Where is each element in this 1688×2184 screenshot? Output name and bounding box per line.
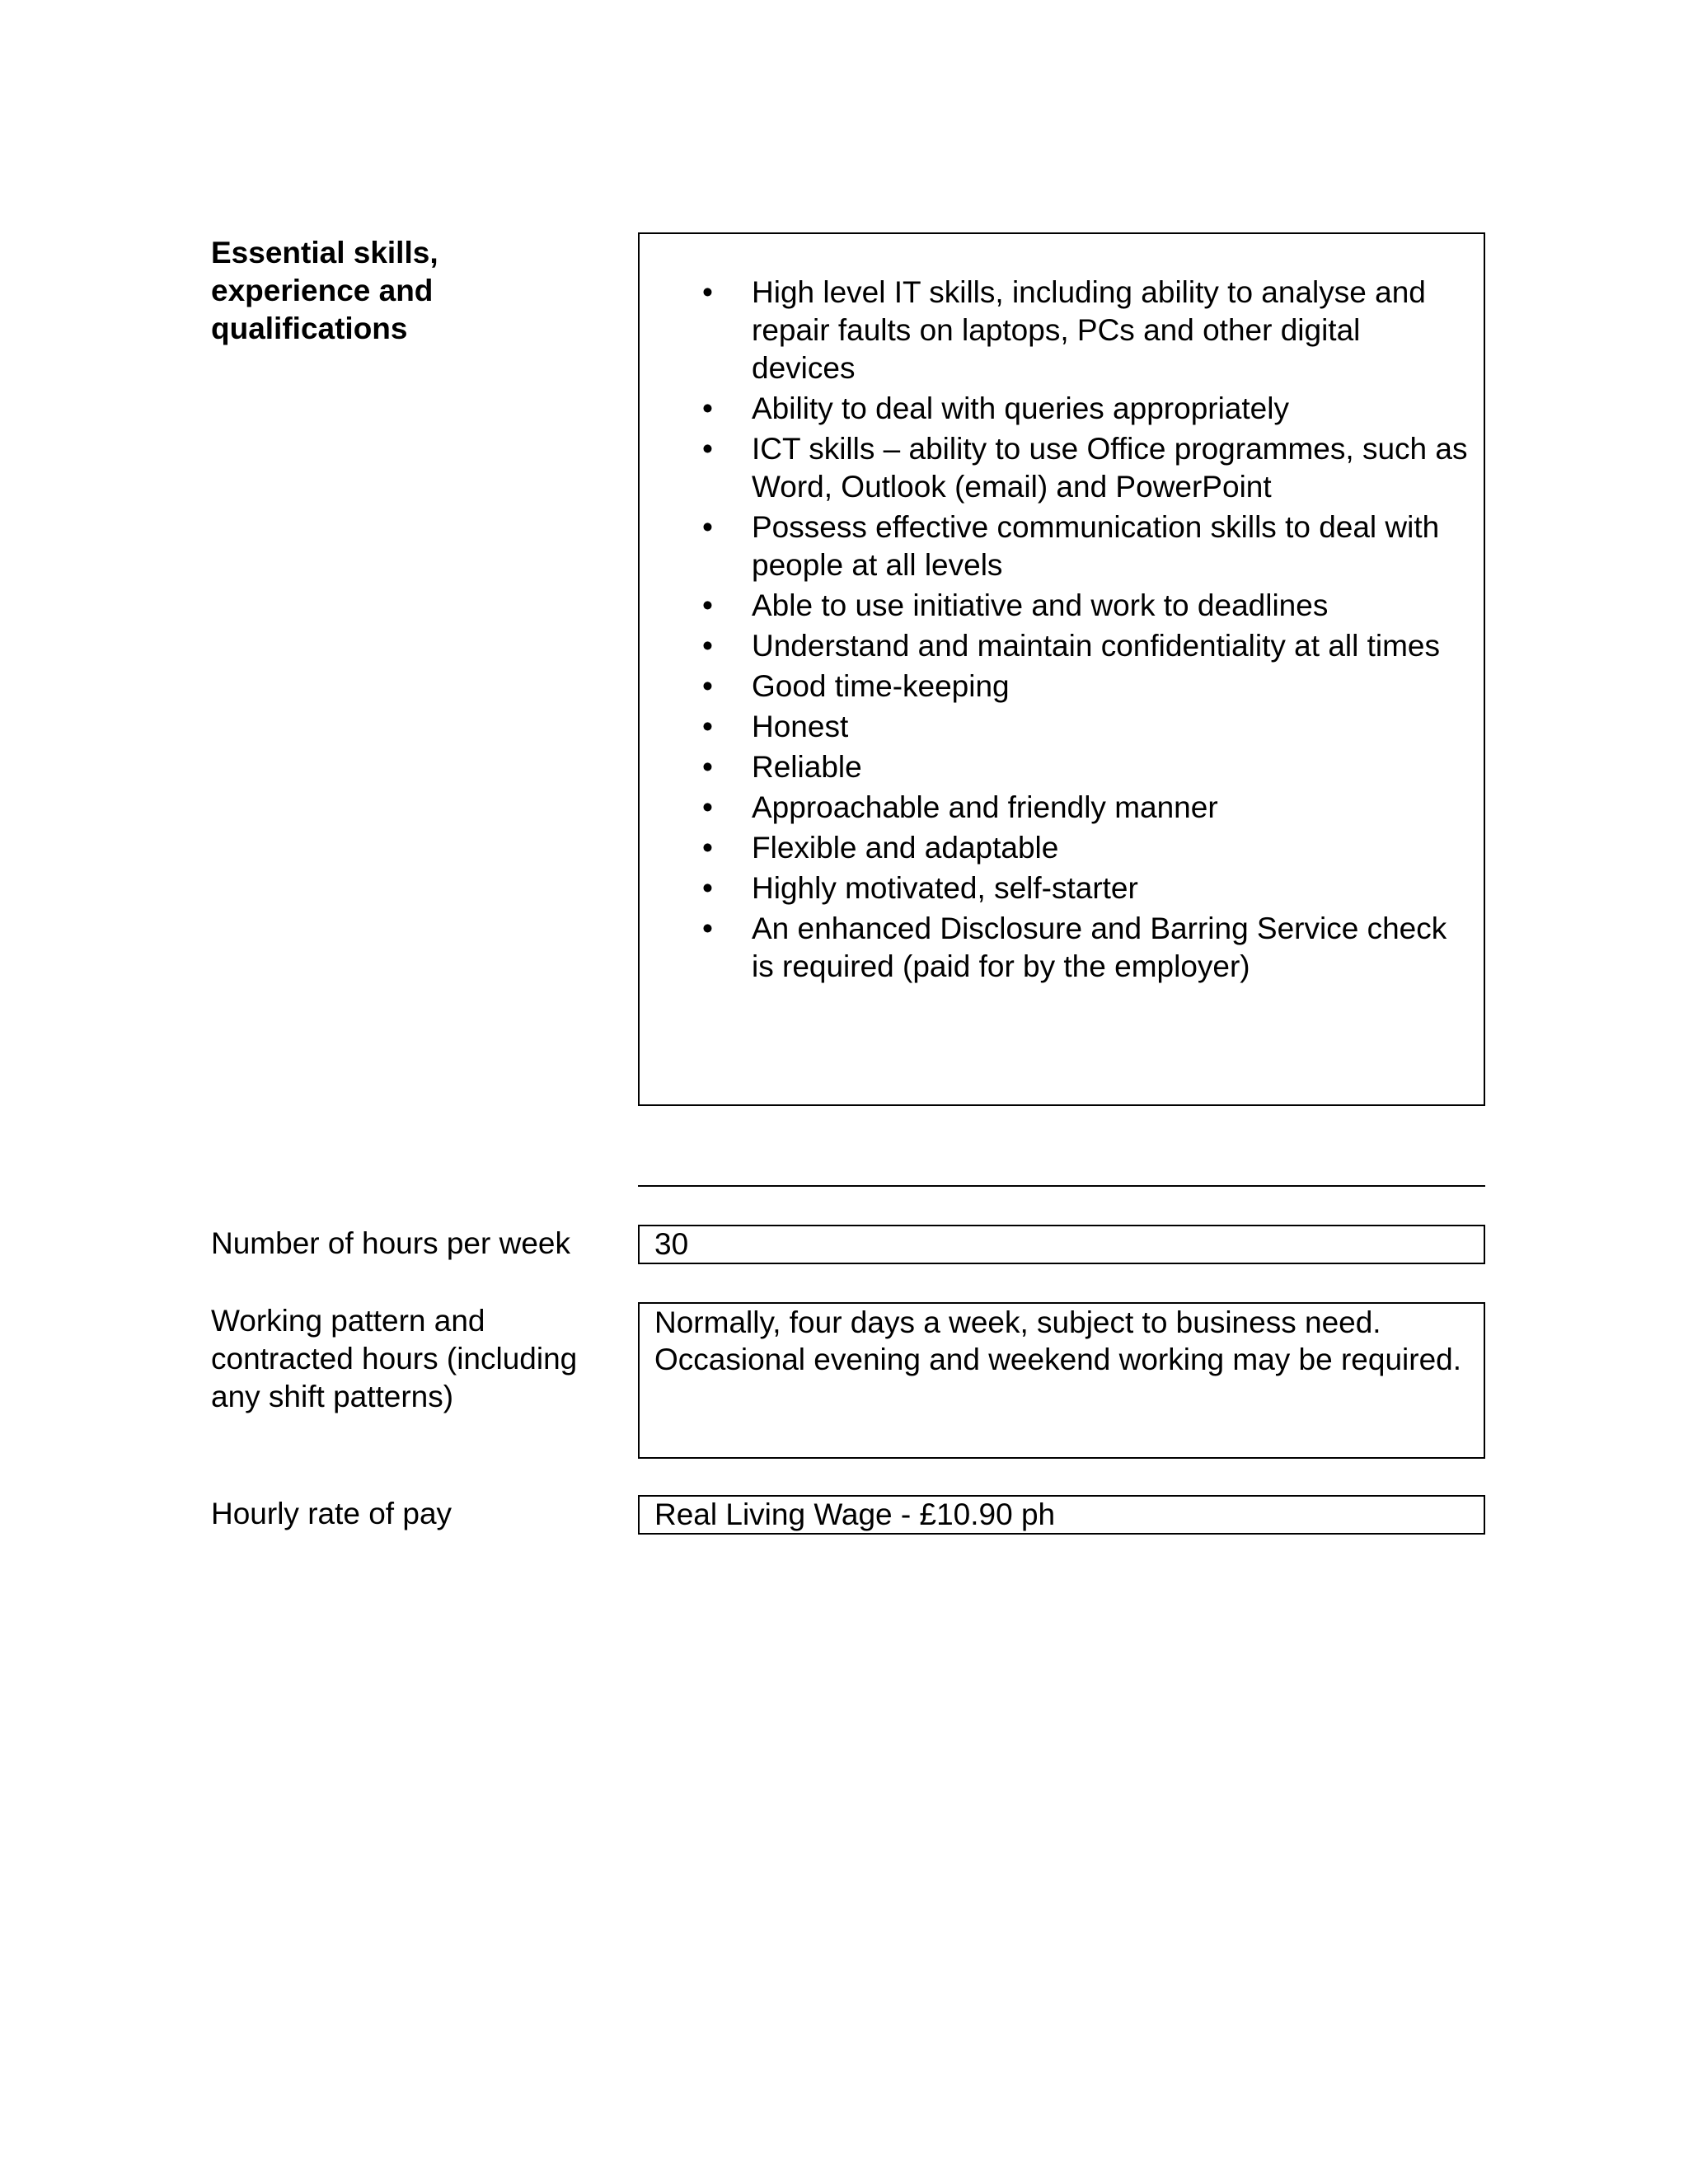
skill-item-text: Good time-keeping (752, 669, 1010, 703)
skill-item (640, 430, 1484, 506)
pay-value: Real Living Wage - £10.90 ph (654, 1497, 1056, 1531)
skill-item-text: Reliable (752, 750, 862, 784)
skills-section-label (211, 234, 508, 348)
hours-label: Number of hours per week (211, 1226, 570, 1260)
pay-label: Hourly rate of pay (211, 1497, 452, 1530)
skill-item (640, 627, 1484, 665)
skill-item (640, 829, 1484, 867)
skill-item (640, 509, 1484, 584)
bullet-icon: • (702, 588, 713, 622)
skills-box (638, 232, 1485, 1106)
working-pattern-label-line-1: Working pattern and (211, 1304, 485, 1338)
skills-label-line-2: experience and (211, 274, 434, 307)
bullet-icon: • (702, 750, 713, 784)
working-pattern-field (638, 1302, 1485, 1459)
hours-value: 30 (654, 1227, 689, 1261)
bullet-icon: • (702, 831, 713, 865)
bullet-icon: • (702, 669, 713, 703)
skill-item-text: High level IT skills, including ability to analyse and repair faults on laptops, PCs and other digital devices (752, 275, 1426, 385)
skill-item-text: Possess effective communication skills to deal with people at all levels (752, 510, 1440, 582)
bullet-icon: • (702, 912, 713, 945)
bullet-icon: • (702, 871, 713, 905)
skill-item-text: Highly motivated, self-starter (752, 871, 1138, 905)
skill-item-text: Flexible and adaptable (752, 831, 1059, 865)
skill-item-text: An enhanced Disclosure and Barring Service check is required (paid for by the employer) (752, 912, 1447, 983)
skill-item-text: Understand and maintain confidentiality at all times (752, 629, 1441, 663)
pay-field (638, 1495, 1485, 1535)
skill-item-text: ICT skills – ability to use Office programmes, such as Word, Outlook (email) and PowerPoint (752, 432, 1468, 504)
skill-item (640, 869, 1484, 907)
skill-item-text: Ability to deal with queries appropriately (752, 391, 1289, 425)
bullet-icon: • (702, 790, 713, 824)
skills-list (640, 274, 1484, 988)
working-pattern-label-line-3: any shift patterns) (211, 1380, 454, 1413)
skill-item (640, 274, 1484, 387)
skills-label-line-1: Essential skills, (211, 236, 438, 269)
working-pattern-label-line-2: contracted hours (including (211, 1342, 578, 1376)
skill-item-text: Approachable and friendly manner (752, 790, 1218, 824)
skill-item (640, 390, 1484, 428)
skill-item (640, 748, 1484, 786)
bullet-icon: • (702, 432, 713, 466)
skills-label-line-3: qualifications (211, 312, 408, 345)
skill-item (640, 668, 1484, 705)
skill-item-text: Able to use initiative and work to deadlines (752, 588, 1329, 622)
skill-item (640, 789, 1484, 827)
section-divider (638, 1185, 1485, 1187)
skill-item (640, 708, 1484, 746)
bullet-icon: • (702, 275, 713, 309)
working-pattern-value: Normally, four days a week, subject to business need. Occasional evening and weekend working may be required. (654, 1305, 1462, 1376)
bullet-icon: • (702, 629, 713, 663)
working-pattern-label (211, 1302, 577, 1416)
skill-item-text: Honest (752, 710, 849, 743)
bullet-icon: • (702, 510, 713, 544)
bullet-icon: • (702, 391, 713, 425)
bullet-icon: • (702, 710, 713, 743)
skill-item (640, 910, 1484, 986)
hours-field (638, 1225, 1485, 1264)
skill-item (640, 587, 1484, 625)
